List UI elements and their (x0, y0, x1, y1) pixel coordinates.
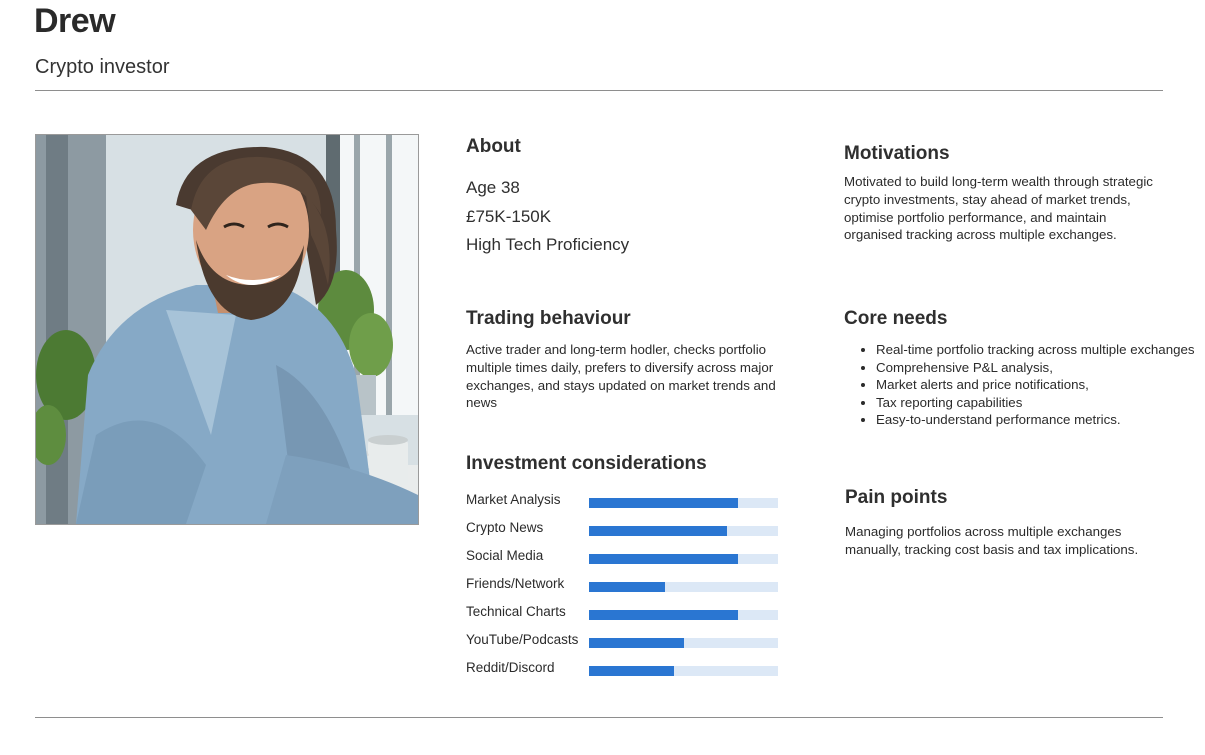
footer-divider (35, 717, 1163, 718)
investment-row (466, 545, 786, 573)
about-details (466, 174, 629, 260)
pain-points-text: Managing portfolios across multiple exchanges manually, tracking cost basis and tax implications. (845, 524, 1139, 557)
persona-photo (35, 134, 419, 525)
avatar (36, 135, 418, 524)
investment-row (466, 517, 786, 545)
investment-label: Market Analysis (466, 492, 561, 507)
investment-row (466, 601, 786, 629)
investment-bar-track (589, 638, 778, 648)
investment-bar-track (589, 526, 778, 536)
investment-bar-fill (589, 666, 674, 676)
motivations-text: Motivated to build long-term wealth through strategic crypto investments, stay ahead of market trends, optimise portfolio performance, and maintain organised tracking across multiple exchanges. (844, 174, 1153, 243)
trading-heading: Trading behaviour (466, 308, 631, 329)
persona-role: Crypto investor (35, 56, 170, 78)
investment-bars (466, 489, 786, 685)
list-item: • Tax reporting capabilities (876, 394, 1196, 412)
investment-bar-track (589, 582, 778, 592)
list-item: • Real-time portfolio tracking across multiple exchanges (876, 341, 1196, 359)
investment-bar-track (589, 498, 778, 508)
investment-row (466, 629, 786, 657)
pain-points-heading: Pain points (845, 487, 948, 508)
core-needs-list (844, 341, 1196, 429)
investment-bar-fill (589, 610, 738, 620)
investment-label: Technical Charts (466, 604, 566, 619)
about-income: £75K-150K (466, 206, 552, 226)
header-divider (35, 90, 1163, 91)
list-item: • Market alerts and price notifications, (876, 376, 1196, 394)
investment-bar-fill (589, 554, 738, 564)
motivations-heading: Motivations (844, 143, 950, 164)
investment-row (466, 657, 786, 685)
investment-bar-fill (589, 582, 665, 592)
investment-row (466, 573, 786, 601)
about-heading: About (466, 136, 521, 157)
investment-bar-fill (589, 498, 738, 508)
investment-bar-track (589, 666, 778, 676)
investment-label: YouTube/Podcasts (466, 632, 579, 647)
trading-text: Active trader and long-term hodler, checks portfolio multiple times daily, prefers to diversify across major exchanges, and stays updated on market trends and news (466, 342, 776, 411)
investment-label: Social Media (466, 548, 544, 563)
investment-bar-track (589, 610, 778, 620)
investment-label: Crypto News (466, 520, 544, 535)
core-needs-heading: Core needs (844, 308, 948, 329)
about-tech-proficiency: High Tech Proficiency (466, 235, 630, 254)
investment-label: Friends/Network (466, 576, 565, 591)
list-item: • Comprehensive P&L analysis, (876, 359, 1196, 377)
investment-row (466, 489, 786, 517)
list-item: • Easy-to-understand performance metrics. (876, 411, 1196, 429)
investment-heading: Investment considerations (466, 453, 707, 474)
investment-bar-track (589, 554, 778, 564)
investment-bar-fill (589, 526, 727, 536)
investment-label: Reddit/Discord (466, 660, 555, 675)
investment-bar-fill (589, 638, 684, 648)
about-age: Age 38 (466, 178, 520, 197)
persona-name: Drew (34, 2, 116, 40)
